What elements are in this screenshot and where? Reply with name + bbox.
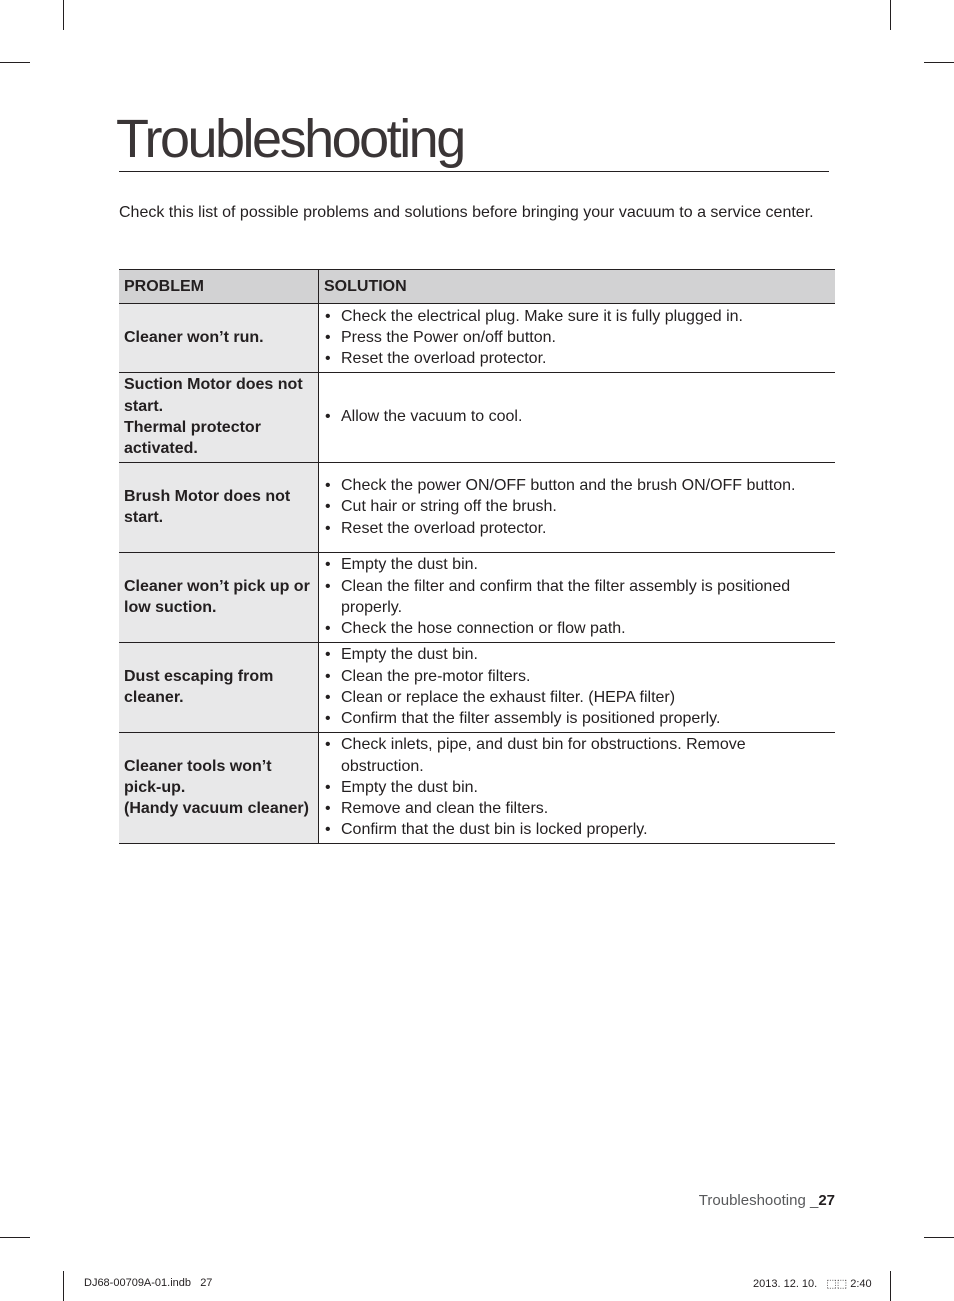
title-underline: [119, 171, 829, 172]
footer-section: Troubleshooting _: [698, 1192, 819, 1209]
table-header-row: [119, 270, 835, 304]
problem-cell: [119, 304, 319, 373]
problem-line: Brush Motor does not start.: [124, 487, 291, 526]
solution-cell: [319, 373, 836, 463]
solution-item: • Check the electrical plug. Make sure it is fully plugged in.: [324, 306, 830, 327]
problem-cell: [119, 553, 319, 643]
solution-list: [324, 406, 830, 427]
solution-cell: [319, 304, 836, 373]
header-solution: SOLUTION: [319, 270, 836, 304]
crop-mark: [890, 0, 891, 30]
page-number: 27: [818, 1192, 835, 1209]
problem-cell: [119, 463, 319, 553]
solution-item: • Remove and clean the filters.: [324, 798, 830, 819]
solution-list: [324, 644, 830, 729]
solution-item: • Confirm that the filter assembly is positioned properly.: [324, 708, 830, 729]
solution-item: • Reset the overload protector.: [324, 518, 830, 539]
intro-text: Check this list of possible problems and solutions before bringing your vacuum to a service center.: [119, 204, 814, 221]
problem-line: (Handy vacuum cleaner): [124, 800, 309, 818]
crop-mark: [63, 0, 64, 30]
problem-line: Dust escaping from cleaner.: [124, 667, 274, 706]
table-row: [119, 643, 835, 733]
crop-mark: [924, 1237, 954, 1238]
troubleshooting-table: [119, 269, 835, 844]
problem-cell: [119, 733, 319, 844]
solution-item: • Check inlets, pipe, and dust bin for obstructions. Remove obstruction.: [324, 734, 830, 777]
solution-item: • Empty the dust bin.: [324, 644, 830, 665]
solution-cell: [319, 553, 836, 643]
solution-cell: [319, 643, 836, 733]
table-row: [119, 463, 835, 553]
crop-mark: [890, 1271, 891, 1301]
solution-item: • Clean the filter and confirm that the filter assembly is positioned properly.: [324, 576, 830, 619]
solution-cell: [319, 733, 836, 844]
problem-line: Cleaner won’t run.: [124, 328, 264, 346]
page-title: Troubleshooting: [116, 109, 464, 169]
table-row: [119, 733, 835, 844]
solution-item: • Check the hose connection or flow path.: [324, 618, 830, 639]
problem-line: Cleaner tools won’t pick-up.: [124, 757, 272, 796]
problem-cell: [119, 643, 319, 733]
solution-list: [324, 306, 830, 370]
solution-item: • Cut hair or string off the brush.: [324, 496, 830, 517]
print-slug-file: DJ68-00709A-01.indb 27: [84, 1277, 213, 1289]
solution-item: • Allow the vacuum to cool.: [324, 406, 830, 427]
table-row: [119, 553, 835, 643]
print-slug-date: 2013. 12. 10. ⬚⬚ 2:40: [753, 1278, 872, 1290]
crop-mark: [0, 62, 30, 63]
crop-mark: [924, 62, 954, 63]
solution-item: • Clean the pre-motor filters.: [324, 666, 830, 687]
solution-cell: [319, 463, 836, 553]
solution-list: [324, 554, 830, 639]
solution-item: • Press the Power on/off button.: [324, 327, 830, 348]
header-problem: PROBLEM: [119, 270, 319, 304]
solution-list: [324, 475, 830, 539]
solution-item: • Empty the dust bin.: [324, 777, 830, 798]
table-row: [119, 373, 835, 463]
solution-list: [324, 734, 830, 840]
problem-line: Cleaner won’t pick up or low suction.: [124, 577, 310, 616]
problem-cell: [119, 373, 319, 463]
solution-item: • Reset the overload protector.: [324, 348, 830, 369]
page-footer: [699, 1192, 835, 1209]
solution-item: • Clean or replace the exhaust filter. (HEPA filter): [324, 687, 830, 708]
problem-line: Thermal protector activated.: [124, 419, 261, 458]
crop-mark: [0, 1237, 30, 1238]
crop-mark: [63, 1271, 64, 1301]
table-row: [119, 304, 835, 373]
solution-item: • Check the power ON/OFF button and the brush ON/OFF button.: [324, 475, 830, 496]
problem-line: Suction Motor does not start.: [124, 376, 303, 415]
solution-item: • Confirm that the dust bin is locked properly.: [324, 819, 830, 840]
solution-item: • Empty the dust bin.: [324, 554, 830, 575]
